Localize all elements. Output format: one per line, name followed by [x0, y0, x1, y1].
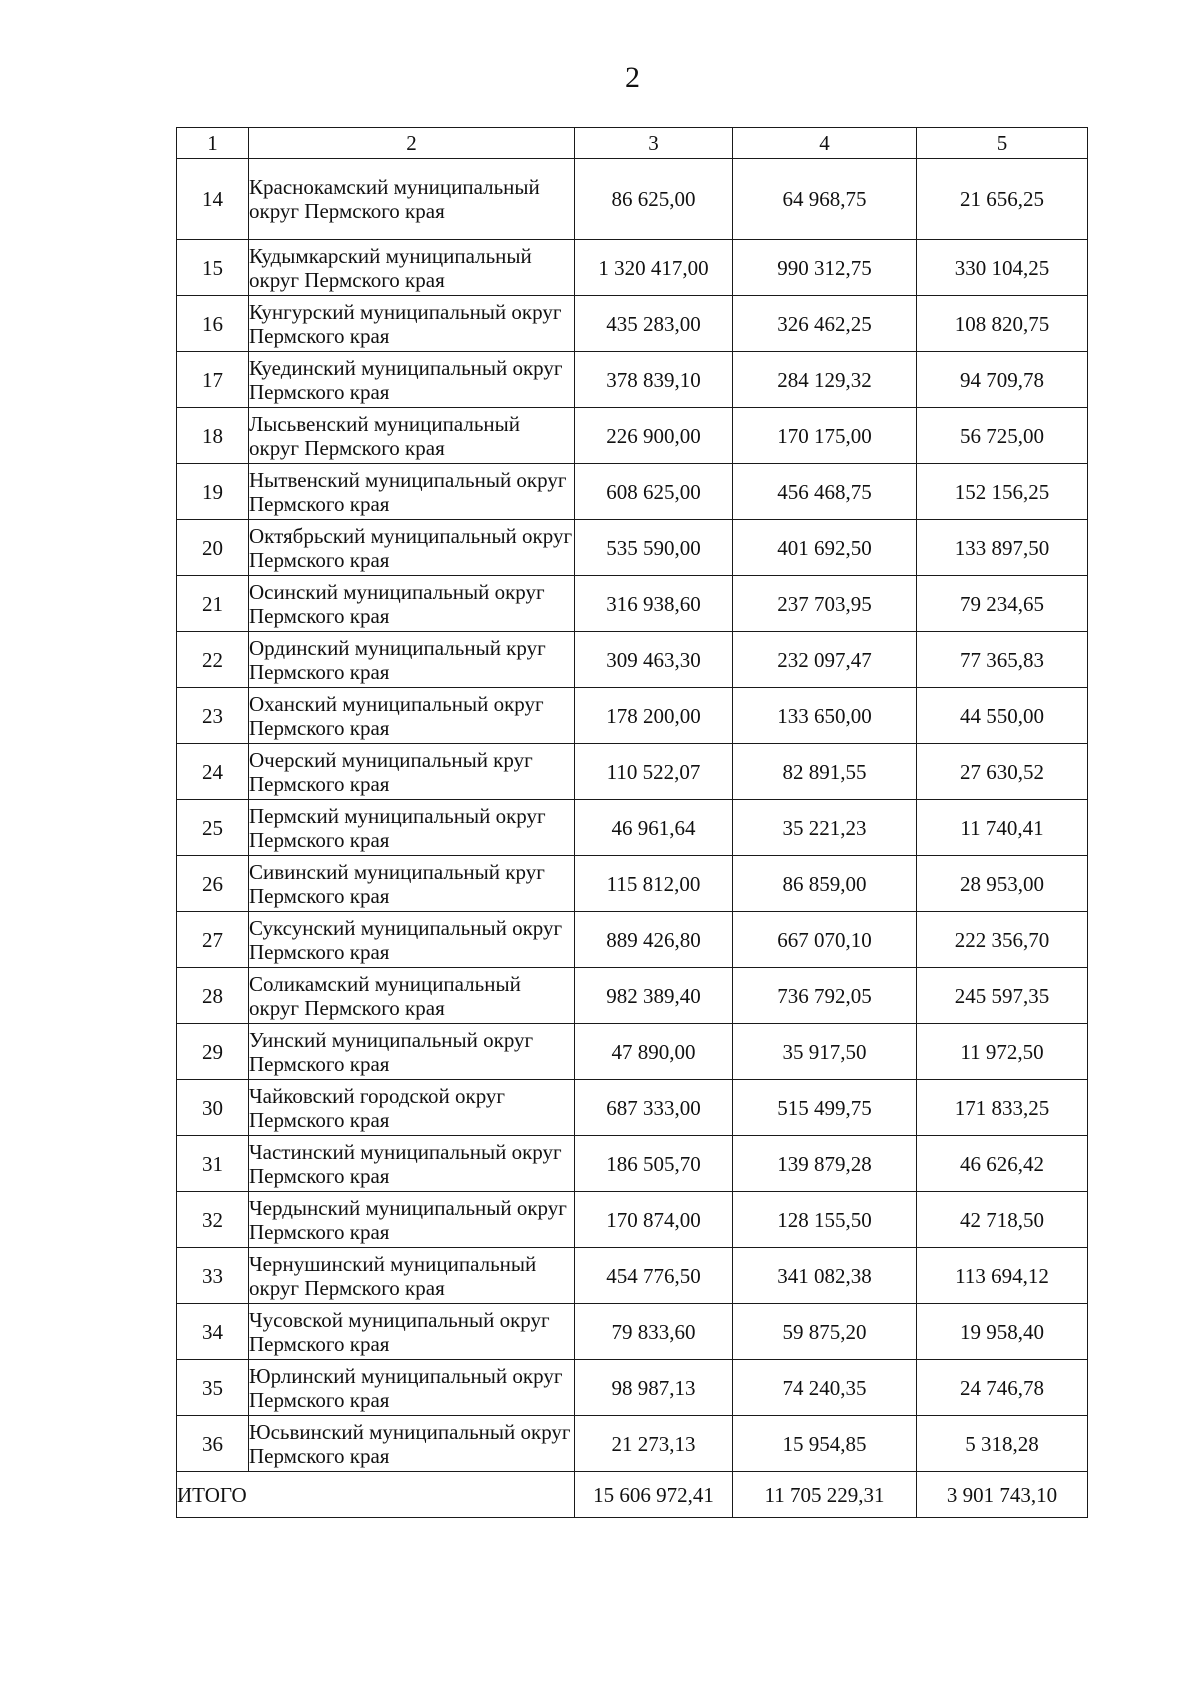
value-col3: 170 874,00 [575, 1192, 733, 1248]
table-row [177, 576, 1088, 632]
value-col5: 108 820,75 [917, 296, 1088, 352]
municipality-name: Кунгурский муниципальный округ Пермского края [249, 296, 575, 352]
column-header: 3 [575, 128, 733, 159]
municipality-name: Осинский муниципальный округ Пермского края [249, 576, 575, 632]
table-row [177, 1416, 1088, 1472]
table-row [177, 1136, 1088, 1192]
row-number: 33 [177, 1248, 249, 1304]
page-number: 2 [625, 61, 640, 94]
municipality-name: Куединский муниципальный округ Пермского края [249, 352, 575, 408]
value-col5: 113 694,12 [917, 1248, 1088, 1304]
value-col4: 82 891,55 [733, 744, 917, 800]
table-row [177, 632, 1088, 688]
table-row [177, 1024, 1088, 1080]
row-number: 26 [177, 856, 249, 912]
value-col4: 990 312,75 [733, 240, 917, 296]
value-col4: 86 859,00 [733, 856, 917, 912]
value-col4: 64 968,75 [733, 159, 917, 240]
column-header: 1 [177, 128, 249, 159]
table-row [177, 296, 1088, 352]
table-row [177, 240, 1088, 296]
table-row [177, 464, 1088, 520]
table-row [177, 1192, 1088, 1248]
value-col5: 11 972,50 [917, 1024, 1088, 1080]
value-col5: 11 740,41 [917, 800, 1088, 856]
row-number: 30 [177, 1080, 249, 1136]
value-col5: 27 630,52 [917, 744, 1088, 800]
value-col4: 139 879,28 [733, 1136, 917, 1192]
row-number: 34 [177, 1304, 249, 1360]
value-col3: 178 200,00 [575, 688, 733, 744]
municipality-name: Пермский муниципальный округ Пермского края [249, 800, 575, 856]
value-col3: 454 776,50 [575, 1248, 733, 1304]
value-col3: 115 812,00 [575, 856, 733, 912]
value-col5: 21 656,25 [917, 159, 1088, 240]
value-col4: 128 155,50 [733, 1192, 917, 1248]
table-row [177, 1304, 1088, 1360]
value-col3: 535 590,00 [575, 520, 733, 576]
value-col5: 5 318,28 [917, 1416, 1088, 1472]
value-col4: 133 650,00 [733, 688, 917, 744]
value-col4: 326 462,25 [733, 296, 917, 352]
row-number: 35 [177, 1360, 249, 1416]
table-row [177, 520, 1088, 576]
row-number: 36 [177, 1416, 249, 1472]
value-col5: 171 833,25 [917, 1080, 1088, 1136]
allocation-table [176, 127, 1088, 1518]
value-col5: 28 953,00 [917, 856, 1088, 912]
value-col5: 19 958,40 [917, 1304, 1088, 1360]
municipality-name: Сивинский муниципальный круг Пермского края [249, 856, 575, 912]
value-col4: 232 097,47 [733, 632, 917, 688]
municipality-name: Соликамский муниципальный округ Пермского края [249, 968, 575, 1024]
table-body [177, 159, 1088, 1472]
table-row [177, 1080, 1088, 1136]
table-row [177, 912, 1088, 968]
value-col4: 237 703,95 [733, 576, 917, 632]
value-col4: 341 082,38 [733, 1248, 917, 1304]
municipality-name: Чердынский муниципальный округ Пермского края [249, 1192, 575, 1248]
row-number: 17 [177, 352, 249, 408]
table-header-row [177, 128, 1088, 159]
value-col4: 456 468,75 [733, 464, 917, 520]
value-col4: 736 792,05 [733, 968, 917, 1024]
table-row [177, 856, 1088, 912]
value-col3: 47 890,00 [575, 1024, 733, 1080]
value-col5: 94 709,78 [917, 352, 1088, 408]
column-header: 4 [733, 128, 917, 159]
value-col3: 226 900,00 [575, 408, 733, 464]
row-number: 25 [177, 800, 249, 856]
municipality-name: Лысьвенский муниципальный округ Пермского края [249, 408, 575, 464]
value-col4: 401 692,50 [733, 520, 917, 576]
table-row [177, 408, 1088, 464]
value-col3: 435 283,00 [575, 296, 733, 352]
table-row [177, 1360, 1088, 1416]
municipality-name: Оханский муниципальный округ Пермского края [249, 688, 575, 744]
total-value-col3: 15 606 972,41 [575, 1472, 733, 1518]
row-number: 27 [177, 912, 249, 968]
value-col4: 284 129,32 [733, 352, 917, 408]
table-row [177, 968, 1088, 1024]
row-number: 22 [177, 632, 249, 688]
value-col4: 59 875,20 [733, 1304, 917, 1360]
municipality-name: Октябрьский муниципальный округ Пермского края [249, 520, 575, 576]
municipality-name: Суксунский муниципальный округ Пермского края [249, 912, 575, 968]
value-col4: 170 175,00 [733, 408, 917, 464]
row-number: 24 [177, 744, 249, 800]
value-col3: 378 839,10 [575, 352, 733, 408]
value-col3: 98 987,13 [575, 1360, 733, 1416]
value-col5: 330 104,25 [917, 240, 1088, 296]
value-col5: 79 234,65 [917, 576, 1088, 632]
row-number: 14 [177, 159, 249, 240]
column-header: 2 [249, 128, 575, 159]
value-col3: 316 938,60 [575, 576, 733, 632]
municipality-name: Чернушинский муниципальный округ Пермского края [249, 1248, 575, 1304]
total-label: ИТОГО [177, 1472, 575, 1518]
value-col3: 46 961,64 [575, 800, 733, 856]
value-col5: 24 746,78 [917, 1360, 1088, 1416]
value-col5: 46 626,42 [917, 1136, 1088, 1192]
municipality-name: Юрлинский муниципальный округ Пермского края [249, 1360, 575, 1416]
value-col5: 133 897,50 [917, 520, 1088, 576]
value-col5: 77 365,83 [917, 632, 1088, 688]
value-col3: 21 273,13 [575, 1416, 733, 1472]
value-col5: 44 550,00 [917, 688, 1088, 744]
value-col3: 186 505,70 [575, 1136, 733, 1192]
value-col3: 86 625,00 [575, 159, 733, 240]
table-row [177, 744, 1088, 800]
total-row [177, 1472, 1088, 1518]
value-col4: 515 499,75 [733, 1080, 917, 1136]
total-value-col5: 3 901 743,10 [917, 1472, 1088, 1518]
value-col4: 35 221,23 [733, 800, 917, 856]
municipality-name: Частинский муниципальный округ Пермского края [249, 1136, 575, 1192]
value-col3: 1 320 417,00 [575, 240, 733, 296]
value-col4: 35 917,50 [733, 1024, 917, 1080]
value-col4: 15 954,85 [733, 1416, 917, 1472]
table-row [177, 1248, 1088, 1304]
municipality-name: Кудымкарский муниципальный округ Пермского края [249, 240, 575, 296]
value-col5: 152 156,25 [917, 464, 1088, 520]
value-col4: 74 240,35 [733, 1360, 917, 1416]
municipality-name: Чусовской муниципальный округ Пермского края [249, 1304, 575, 1360]
column-header: 5 [917, 128, 1088, 159]
municipality-name: Нытвенский муниципальный округ Пермского края [249, 464, 575, 520]
value-col5: 245 597,35 [917, 968, 1088, 1024]
row-number: 29 [177, 1024, 249, 1080]
table-row [177, 800, 1088, 856]
row-number: 32 [177, 1192, 249, 1248]
row-number: 23 [177, 688, 249, 744]
municipality-name: Ординский муниципальный круг Пермского края [249, 632, 575, 688]
value-col3: 110 522,07 [575, 744, 733, 800]
total-value-col4: 11 705 229,31 [733, 1472, 917, 1518]
row-number: 19 [177, 464, 249, 520]
row-number: 31 [177, 1136, 249, 1192]
municipality-name: Юсьвинский муниципальный округ Пермского края [249, 1416, 575, 1472]
value-col5: 42 718,50 [917, 1192, 1088, 1248]
value-col4: 667 070,10 [733, 912, 917, 968]
value-col5: 222 356,70 [917, 912, 1088, 968]
municipality-name: Краснокамский муниципальный округ Пермского края [249, 159, 575, 240]
row-number: 20 [177, 520, 249, 576]
value-col3: 982 389,40 [575, 968, 733, 1024]
municipality-name: Уинский муниципальный округ Пермского края [249, 1024, 575, 1080]
row-number: 16 [177, 296, 249, 352]
value-col3: 79 833,60 [575, 1304, 733, 1360]
value-col3: 687 333,00 [575, 1080, 733, 1136]
row-number: 21 [177, 576, 249, 632]
value-col3: 309 463,30 [575, 632, 733, 688]
table-row [177, 159, 1088, 240]
row-number: 18 [177, 408, 249, 464]
table-row [177, 688, 1088, 744]
value-col3: 608 625,00 [575, 464, 733, 520]
municipality-name: Очерский муниципальный круг Пермского края [249, 744, 575, 800]
value-col5: 56 725,00 [917, 408, 1088, 464]
value-col3: 889 426,80 [575, 912, 733, 968]
municipality-name: Чайковский городской округ Пермского края [249, 1080, 575, 1136]
table-row [177, 352, 1088, 408]
row-number: 15 [177, 240, 249, 296]
row-number: 28 [177, 968, 249, 1024]
